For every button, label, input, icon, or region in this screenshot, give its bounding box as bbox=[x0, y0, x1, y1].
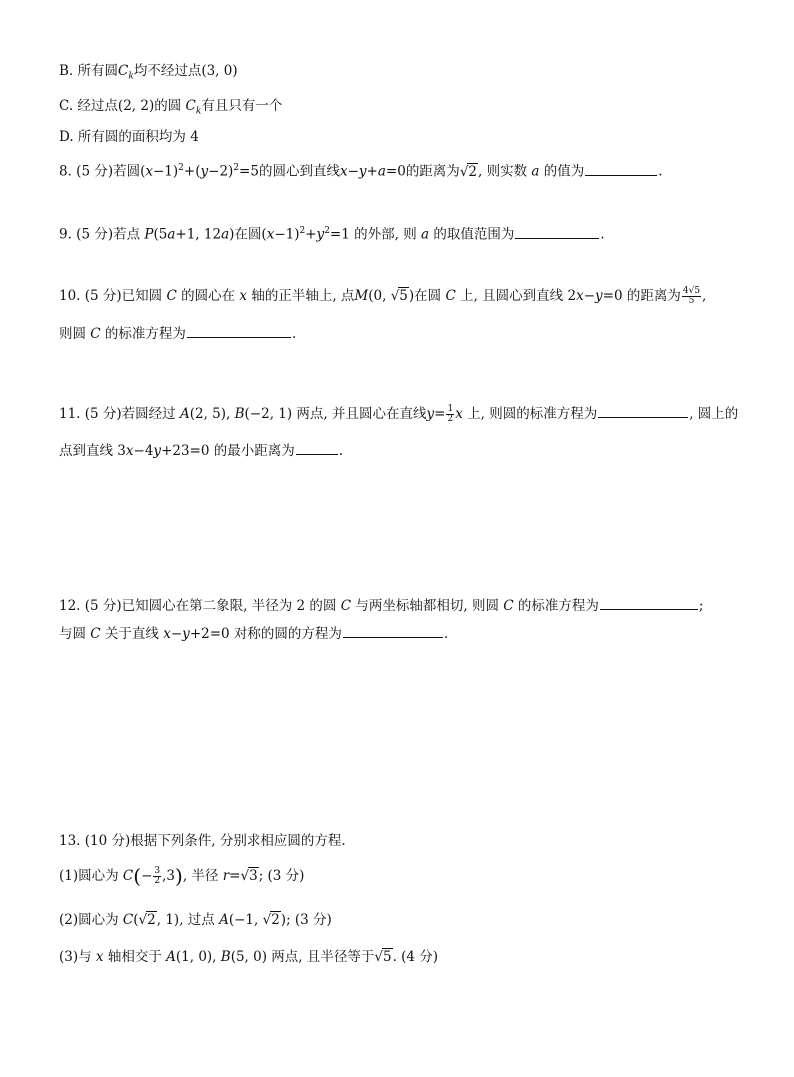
answer-blank-q11-b[interactable] bbox=[296, 440, 338, 455]
question-13-title: 13. (10 分)根据下列条件, 分别求相应圆的方程. bbox=[59, 833, 346, 849]
answer-blank-q12-a[interactable] bbox=[600, 595, 698, 610]
answer-blank-q8[interactable] bbox=[585, 161, 657, 176]
question-11-line-2: 点到直线 3x−4y+23=0 的最小距离为 . bbox=[59, 440, 343, 461]
question-8: 8. (5 分)若圆$(x-1)^2+(y-2)^2=5$的圆心到直线x−y+a=0的距离为√2, 则实数 a 的值为 . bbox=[59, 158, 663, 182]
question-13-part-1: (1)圆心为 C(− $\frac{3}{2}$ ,3), 半径 r=√3; (3 分) bbox=[59, 864, 305, 888]
answer-blank-q11-a[interactable] bbox=[598, 403, 688, 418]
question-11-line-1: 11. (5 分)若圆经过 A(2, 5), B(−2, 1) 两点, 并且圆心在直线y= $\frac{1}{2}$ x 上, 则圆的标准方程为 , 圆上的 bbox=[59, 404, 739, 424]
option-b: B. 所有圆$C_k$均不经过点(3, 0) bbox=[59, 63, 238, 82]
question-10-line-2: 则圆 C 的标准方程为 . bbox=[59, 323, 296, 344]
answer-blank-q12-b[interactable] bbox=[343, 623, 443, 638]
question-10-line-1: 10. (5 分)已知圆 C 的圆心在 x 轴的正半轴上, 点M(0, √5)在圆 C 上, 且圆心到直线 2x−y=0 的距离为 $\frac{4√5}{5}$ , bbox=[59, 286, 707, 306]
question-9: 9. (5 分)若点 P(5a+1, 12a)在圆$(x-1)^2+y^2=1$ 的外部, 则 a 的取值范围为 . bbox=[59, 221, 605, 245]
question-12-line-2: 与圆 C 关于直线 x−y+2=0 对称的圆的方程为 . bbox=[59, 623, 448, 644]
option-c: C. 经过点(2, 2)的圆 $C_k$有且只有一个 bbox=[59, 98, 283, 117]
fraction-4sqrt5-over-5: $\frac{4√5}{5}$ bbox=[682, 286, 701, 306]
answer-blank-q9[interactable] bbox=[515, 224, 599, 239]
question-13-part-3: (3)与 x 轴相交于 A(1, 0), B(5, 0) 两点, 且半径等于√5. (4 分) bbox=[59, 949, 439, 965]
sqrt-2: √2 bbox=[459, 163, 478, 180]
option-d: D. 所有圆的面积均为 4 bbox=[59, 129, 199, 145]
question-12-line-1: 12. (5 分)已知圆心在第二象限, 半径为 2 的圆 C 与两坐标轴都相切, 则圆 C 的标准方程为 ; bbox=[59, 595, 703, 616]
answer-blank-q10[interactable] bbox=[187, 323, 291, 338]
question-13-part-2: (2)圆心为 C(√2, 1), 过点 A(−1, √2); (3 分) bbox=[59, 912, 332, 928]
